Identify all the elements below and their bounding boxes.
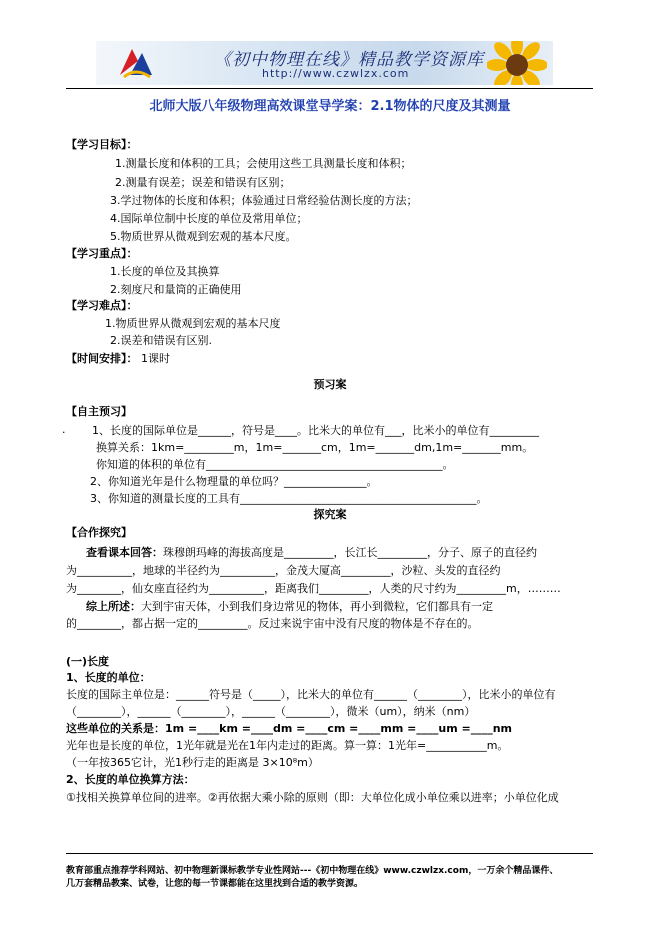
relation-line [66, 722, 512, 736]
footer-line2: 几万套精品教案、试卷，让您的每一节课都能在这里找到合适的教学资源。 [66, 879, 364, 889]
unit-heading: 1、长度的单位： [66, 671, 151, 684]
length-heading: (一)长度 [66, 655, 110, 668]
keypoint-item: 1.长度的单位及其换算 [110, 265, 220, 278]
preview-q1-line3: 你知道的体积的单位有___________________________________________。 [96, 458, 454, 471]
explore-p2-line2: 的________，都占据一定的_________。反过来说宇宙中没有尺度的物体是不存在的。 [66, 617, 479, 630]
relation-text: 1m =____km =____dm =____cm =____mm =____um =____nm [165, 722, 512, 735]
time-heading: 【时间安排】： [66, 352, 138, 365]
lightyear-line: 光年也是长度的单位，1光年就是光在1年内走过的距离。算一算：1光年=___________m。 [66, 739, 509, 752]
preview-q1-line2: 换算关系：1km=_________m，1m=_______cm，1m=_______dm,1m=_______mm。 [96, 441, 534, 454]
keypoints-heading: 【学习重点】： [66, 247, 138, 260]
bullet-dot: . [62, 423, 66, 436]
goal-item: 1.测量长度和体积的工具；会使用这些工具测量长度和体积； [115, 157, 412, 170]
footer-rule [66, 853, 593, 854]
explore-p1-lead: 查看课本回答： [86, 546, 163, 559]
goal-item: 3.学过物体的长度和体积；体验通过日常经验估测长度的方法； [110, 194, 418, 207]
keypoint-item: 2.刻度尺和量筒的正确使用 [110, 283, 242, 296]
explore-p2-lead: 综上所述： [86, 600, 141, 613]
difficulty-item: 2.误差和错误有区别. [110, 334, 212, 347]
goal-item: 4.国际单位制中长度的单位及常用单位； [110, 212, 308, 225]
convert-heading: 2、长度的单位换算方法： [66, 773, 195, 786]
explore-p1-text: 珠穆朗玛峰的海拔高度是_________，长江长_________，分子、原子的直径约 [163, 546, 537, 559]
sunflower-icon [487, 41, 547, 85]
unit-line1: 长度的国际主单位是：______符号是（_____），比米大的单位有______（________），比米小的单位有 [66, 688, 556, 701]
goal-item: 2.测量有误差；误差和错误有区别； [115, 176, 291, 189]
explore-p1-line1 [86, 546, 537, 560]
explore-p2-line1 [86, 600, 493, 614]
preview-q2: 2、你知道光年是什么物理量的单位吗？_______________。 [90, 475, 378, 488]
preview-q3: 3、你知道的测量长度的工具有___________________________________________。 [90, 492, 488, 505]
lightyear-note: （一年按365它计，光1秒行走的距离是 3×10⁸m） [66, 756, 319, 769]
header-banner [96, 41, 553, 85]
convert-line: ①找相关换算单位间的进率。②再依据大乘小除的原则（即：大单位化成小单位乘以进率；小单位化成 [66, 791, 559, 804]
explore-p2-text: 大到宇宙天体，小到我们身边常见的物体，再小到微粒，它们都具有一定 [141, 600, 493, 613]
site-logo-icon [116, 45, 156, 81]
difficulties-heading: 【学习难点】： [66, 299, 138, 312]
coop-heading: 【合作探究】 [66, 526, 132, 539]
explore-p1-line2: 为__________，地球的半径约为__________，金茂大厦高_________，沙粒、头发的直径约 [66, 564, 501, 577]
relation-label: 这些单位的关系是： [66, 722, 165, 735]
explore-section-title: 探究案 [313, 508, 347, 521]
preview-q1-line1: 1、长度的国际单位是______，符号是____。比米大的单位有___，比米小的单位有_________ [92, 424, 539, 437]
explore-p1-line3: 为________，仙女座直径约为__________，距离我们_________，人类的尺寸约为_________m，……… [66, 582, 561, 595]
footer-line1: 教育部重点推荐学科网站、初中物理新课标教学专业性网站---《初中物理在线》www.czwlzx.com，一万余个精品课件、 [66, 866, 559, 876]
header-rule [66, 88, 593, 89]
document-title: 北师大版八年级物理高效课堂导学案：2.1物体的尺度及其测量 [149, 99, 511, 114]
preview-section-title: 预习案 [313, 378, 347, 391]
difficulty-item: 1.物质世界从微观到宏观的基本尺度 [105, 317, 281, 330]
goals-heading: 【学习目标】： [66, 138, 138, 151]
time-value: 1课时 [141, 352, 170, 365]
banner-url: http://www.czwlzx.com [262, 67, 410, 80]
time-row [66, 352, 170, 366]
self-preview-heading: 【自主预习】 [66, 405, 132, 418]
banner-title: 《初中物理在线》精品教学资源库 [214, 50, 484, 70]
goal-item: 5.物质世界从微观到宏观的基本尺度。 [110, 230, 297, 243]
unit-line2: （________），______（________），______（________），微米（um），纳米（nm） [66, 705, 476, 718]
